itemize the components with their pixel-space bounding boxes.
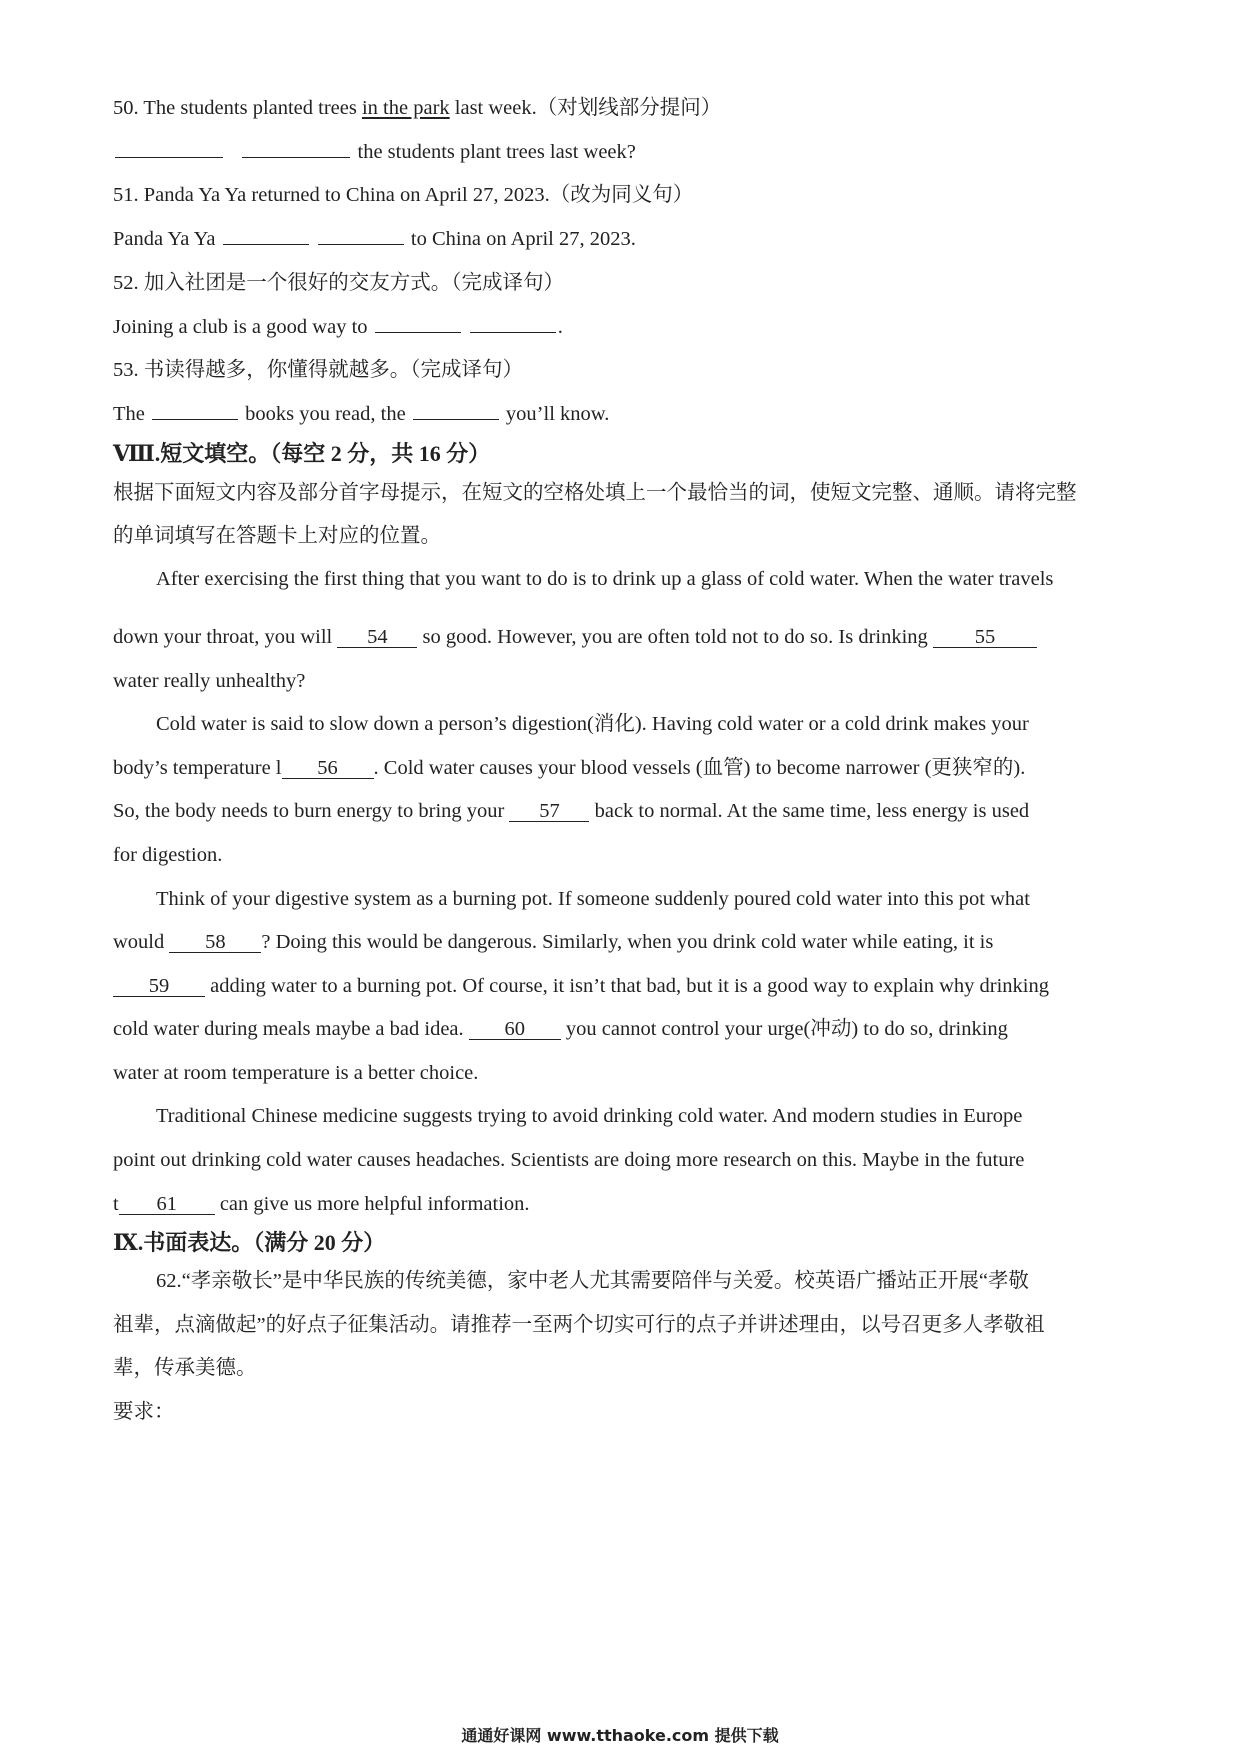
passage-p3-line2: would 58 ? Doing this would be dangerous. Similarly, when you drink cold water while eating, it is: [113, 931, 994, 953]
answer-blank: [318, 226, 404, 245]
passage-p3-line4: cold water during meals maybe a bad idea. 60 you cannot control your urge(冲动) to do so, drinking: [113, 1018, 1008, 1040]
answer-blank: [242, 139, 350, 158]
answer-line-51: Panda Ya Ya to China on April 27, 2023.: [113, 228, 636, 250]
passage-p1-line2: down your throat, you will 54 so good. However, you are often told not to do so. Is drinking 55: [113, 623, 1133, 651]
question-62-line1: 62.“孝亲敬长”是中华民族的传统美德，家中老人尤其需要陪伴与关爱。校英语广播站正开展“孝敬: [156, 1270, 1029, 1292]
answer-blank: [413, 401, 499, 420]
underlined-phrase: in the park: [361, 97, 450, 119]
passage-p2-line1: Cold water is said to slow down a person’s digestion(消化). Having cold water or a cold drink makes your: [156, 713, 1029, 735]
passage-p4-line2: point out drinking cold water causes headaches. Scientists are doing more research on this. Maybe in the future: [113, 1149, 1025, 1171]
requirements-label: 要求：: [113, 1401, 175, 1423]
blank-61: 61: [119, 1194, 215, 1215]
answer-blank: [470, 314, 556, 333]
passage-p3-line1: Think of your digestive system as a burning pot. If someone suddenly poured cold water into this pot what: [156, 888, 1030, 910]
question-51: 51. Panda Ya Ya returned to China on April 27, 2023.（改为同义句）: [113, 184, 694, 206]
blank-58: 58: [169, 932, 261, 953]
blank-60: 60: [469, 1019, 561, 1040]
passage-p3-line5: water at room temperature is a better choice.: [113, 1062, 479, 1084]
passage-p4-line1: Traditional Chinese medicine suggests trying to avoid drinking cold water. And modern studies in Europe: [156, 1105, 1023, 1127]
blank-55: 55: [933, 627, 1037, 648]
blank-59: 59: [113, 976, 205, 997]
passage-p2-line4: for digestion.: [113, 844, 223, 866]
question-62-line2: 祖辈，点滴做起”的好点子征集活动。请推荐一至两个切实可行的点子并讲述理由，以号召更多人孝敬祖: [113, 1314, 1045, 1336]
passage-p1-line1: After exercising the first thing that you want to do is to drink up a glass of cold water. When the water travels: [156, 568, 1054, 590]
passage-p2-line2: body’s temperature l 56 . Cold water causes your blood vessels (血管) to become narrower (更狭窄的).: [113, 757, 1026, 779]
answer-line-50: the students plant trees last week?: [113, 138, 1133, 166]
answer-blank: [375, 314, 461, 333]
passage-p1-line3: water really unhealthy?: [113, 670, 306, 692]
section-9-title: Ⅸ.书面表达。（满分 20 分）: [113, 1230, 386, 1255]
passage-p3-line3: 59 adding water to a burning pot. Of course, it isn’t that bad, but it is a good way to explain why drinking: [113, 972, 1133, 1000]
answer-blank: [152, 401, 238, 420]
blank-54: 54: [337, 627, 417, 648]
answer-blank: [115, 139, 223, 158]
answer-blank: [223, 226, 309, 245]
section-8-title: Ⅷ.短文填空。（每空 2 分，共 16 分）: [113, 441, 491, 466]
blank-57: 57: [509, 801, 589, 822]
answer-line-52: Joining a club is a good way to .: [113, 316, 563, 338]
question-62-line3: 辈，传承美德。: [113, 1357, 257, 1379]
question-53: 53. 书读得越多，你懂得就越多。（完成译句）: [113, 359, 523, 381]
answer-line-53: The books you read, the you’ll know.: [113, 403, 610, 425]
section-8-instructions-line2: 的单词填写在答题卡上对应的位置。: [113, 525, 441, 547]
blank-56: 56: [282, 758, 374, 779]
question-52: 52. 加入社团是一个很好的交友方式。（完成译句）: [113, 272, 564, 294]
page-footer: 通通好课网 www.tthaoke.com 提供下载: [461, 1726, 779, 1745]
section-8-instructions-line1: 根据下面短文内容及部分首字母提示，在短文的空格处填上一个最恰当的词，使短文完整、通顺。请将完整: [113, 482, 1077, 504]
passage-p2-line3: So, the body needs to burn energy to bring your 57 back to normal. At the same time, less energy is used: [113, 800, 1030, 822]
question-50: 50. The students planted trees in the park last week.（对划线部分提问）: [113, 97, 722, 119]
passage-p4-line3: t 61 can give us more helpful information.: [113, 1193, 530, 1215]
